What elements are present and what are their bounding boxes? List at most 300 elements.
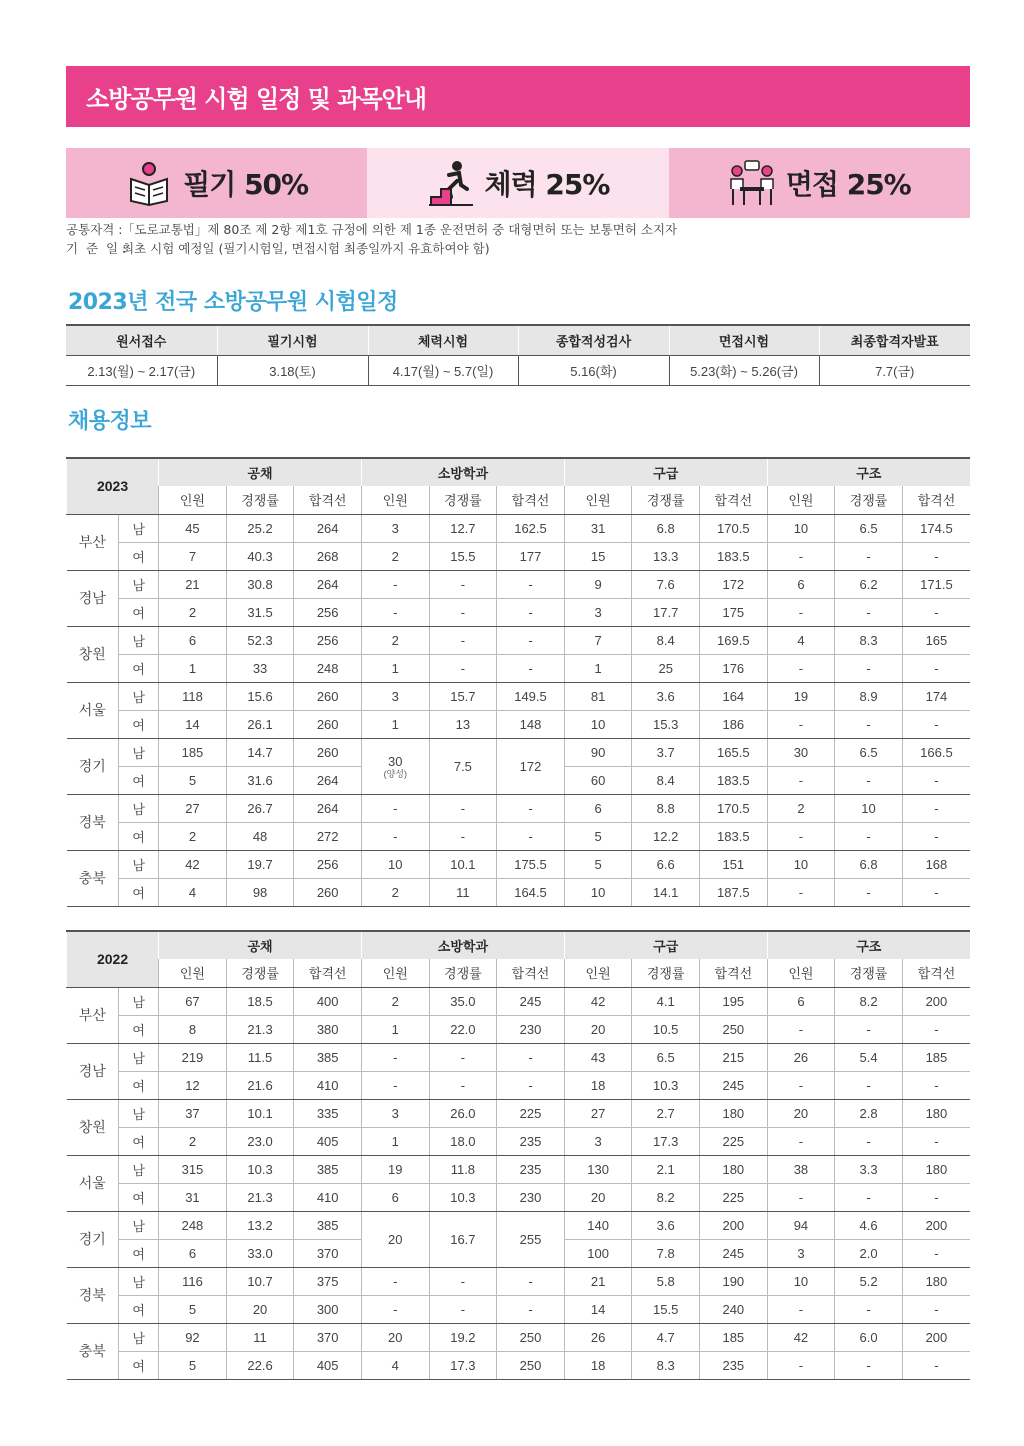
sex-cell: 남 — [119, 514, 159, 542]
data-cell: 90 — [564, 738, 632, 766]
recruit-table-2022 — [66, 930, 970, 1380]
data-cell: 116 — [159, 1267, 227, 1295]
region-cell: 충북 — [67, 850, 119, 906]
data-cell: - — [497, 598, 565, 626]
cell-value: 7.5 — [453, 758, 472, 774]
sub-header-row — [67, 486, 971, 514]
data-cell: 264 — [294, 766, 362, 794]
sub-header: 합격선 — [497, 959, 565, 987]
data-cell: 180 — [902, 1267, 970, 1295]
data-cell: 183.5 — [700, 822, 768, 850]
data-cell — [497, 1211, 565, 1267]
data-cell: 3 — [361, 1099, 429, 1127]
cell-value: 172 — [519, 758, 542, 774]
data-cell: 8 — [159, 1015, 227, 1043]
data-cell: 169.5 — [700, 626, 768, 654]
data-cell: - — [835, 1071, 903, 1099]
schedule-value: 4.17(월) ~ 5.7(일) — [368, 355, 518, 385]
cell-value: 20 — [388, 1231, 403, 1247]
data-cell: - — [429, 654, 497, 682]
data-cell: 185 — [902, 1043, 970, 1071]
data-cell: - — [497, 1295, 565, 1323]
data-cell: 98 — [226, 878, 294, 906]
data-cell: 4 — [159, 878, 227, 906]
data-cell: 245 — [497, 987, 565, 1015]
sub-header: 인원 — [361, 486, 429, 514]
data-cell: 6.8 — [835, 850, 903, 878]
data-cell: 26.7 — [226, 794, 294, 822]
table-row — [67, 654, 971, 682]
data-cell: 17.7 — [632, 598, 700, 626]
data-cell: 12.2 — [632, 822, 700, 850]
schedule-header: 최종합격자발표 — [819, 325, 970, 355]
data-cell: - — [902, 1239, 970, 1267]
table-row — [67, 1127, 971, 1155]
data-cell: - — [497, 654, 565, 682]
data-cell: 94 — [767, 1211, 835, 1239]
data-cell: 225 — [497, 1099, 565, 1127]
data-cell: 14.1 — [632, 878, 700, 906]
data-cell: 170.5 — [700, 794, 768, 822]
data-cell: 10 — [564, 878, 632, 906]
data-cell: 180 — [902, 1099, 970, 1127]
cell-note: (양성) — [383, 768, 407, 779]
data-cell: 10 — [361, 850, 429, 878]
data-cell: - — [767, 1183, 835, 1211]
table-row — [67, 1323, 971, 1351]
data-cell: 60 — [564, 766, 632, 794]
data-cell: - — [361, 822, 429, 850]
data-cell: 130 — [564, 1155, 632, 1183]
data-cell: 15.6 — [226, 682, 294, 710]
table-row — [67, 626, 971, 654]
table-row — [67, 1155, 971, 1183]
sub-header: 경쟁률 — [632, 486, 700, 514]
data-cell: 5.4 — [835, 1043, 903, 1071]
data-cell: - — [361, 570, 429, 598]
sex-cell: 여 — [119, 1351, 159, 1379]
data-cell: 1 — [361, 1015, 429, 1043]
table-row — [67, 682, 971, 710]
data-cell: 27 — [159, 794, 227, 822]
data-cell: 8.2 — [632, 1183, 700, 1211]
sub-header: 합격선 — [294, 486, 362, 514]
data-cell: - — [767, 542, 835, 570]
table-row — [67, 878, 971, 906]
data-cell: 30.8 — [226, 570, 294, 598]
sub-header: 합격선 — [700, 959, 768, 987]
data-cell: 170.5 — [700, 514, 768, 542]
sex-cell: 남 — [119, 1211, 159, 1239]
data-cell: 171.5 — [902, 570, 970, 598]
data-cell: 6.0 — [835, 1323, 903, 1351]
data-cell: - — [902, 766, 970, 794]
region-cell: 경북 — [67, 794, 119, 850]
data-cell: 4.6 — [835, 1211, 903, 1239]
data-cell: - — [767, 822, 835, 850]
data-cell: 6.5 — [835, 738, 903, 766]
data-cell: 315 — [159, 1155, 227, 1183]
table-row — [67, 514, 971, 542]
table-row — [67, 1043, 971, 1071]
data-cell: - — [361, 794, 429, 822]
data-cell: 272 — [294, 822, 362, 850]
cell-value: 30 — [388, 753, 403, 769]
table-row — [67, 987, 971, 1015]
sex-cell: 남 — [119, 987, 159, 1015]
sex-cell: 남 — [119, 682, 159, 710]
data-cell: - — [767, 1071, 835, 1099]
data-cell: - — [835, 1351, 903, 1379]
data-cell: 268 — [294, 542, 362, 570]
data-cell: - — [429, 570, 497, 598]
region-cell: 서울 — [67, 682, 119, 738]
region-cell: 창원 — [67, 626, 119, 682]
sex-cell: 남 — [119, 1323, 159, 1351]
note-row — [66, 220, 677, 239]
data-cell: - — [361, 1043, 429, 1071]
data-cell: 2 — [159, 598, 227, 626]
data-cell: 370 — [294, 1239, 362, 1267]
data-cell: - — [429, 1267, 497, 1295]
data-cell: - — [497, 1267, 565, 1295]
data-cell: 148 — [497, 710, 565, 738]
data-cell: 8.3 — [835, 626, 903, 654]
sex-cell: 여 — [119, 1127, 159, 1155]
data-cell: - — [835, 1295, 903, 1323]
sex-cell: 남 — [119, 1155, 159, 1183]
data-cell: 5 — [564, 822, 632, 850]
data-cell: 10.5 — [632, 1015, 700, 1043]
data-cell: 6 — [159, 626, 227, 654]
region-cell: 경기 — [67, 1211, 119, 1267]
sex-cell: 남 — [119, 850, 159, 878]
data-cell: 3 — [564, 1127, 632, 1155]
data-cell: 260 — [294, 738, 362, 766]
data-cell: - — [835, 878, 903, 906]
page-header — [66, 66, 970, 127]
data-cell: 23.0 — [226, 1127, 294, 1155]
year-cell: 2023 — [67, 458, 159, 514]
sub-header: 경쟁률 — [835, 486, 903, 514]
data-cell: 21.6 — [226, 1071, 294, 1099]
region-cell: 경남 — [67, 570, 119, 626]
table-row — [67, 1183, 971, 1211]
data-cell: 6.5 — [835, 514, 903, 542]
data-cell: - — [767, 1295, 835, 1323]
data-cell: - — [835, 654, 903, 682]
data-cell: 200 — [902, 1211, 970, 1239]
sub-header: 경쟁률 — [835, 959, 903, 987]
data-cell: - — [497, 1043, 565, 1071]
recruit-table-2023 — [66, 457, 970, 907]
schedule-header: 면접시험 — [669, 325, 819, 355]
qualification-notes — [66, 220, 677, 258]
data-cell: 410 — [294, 1183, 362, 1211]
sex-cell: 여 — [119, 766, 159, 794]
data-cell: 5 — [159, 1351, 227, 1379]
group-header: 소방학과 — [361, 458, 564, 486]
table-row — [67, 794, 971, 822]
data-cell: 20 — [564, 1183, 632, 1211]
data-cell: - — [497, 570, 565, 598]
data-cell: 260 — [294, 878, 362, 906]
data-cell: 1 — [361, 1127, 429, 1155]
data-cell: 2.8 — [835, 1099, 903, 1127]
data-cell: 248 — [159, 1211, 227, 1239]
data-cell: 12.7 — [429, 514, 497, 542]
data-cell: 19 — [361, 1155, 429, 1183]
data-cell: - — [767, 1127, 835, 1155]
sex-cell: 여 — [119, 654, 159, 682]
schedule-value: 5.16(화) — [518, 355, 669, 385]
table-row — [67, 1351, 971, 1379]
data-cell: 5 — [564, 850, 632, 878]
data-cell: 10 — [767, 850, 835, 878]
data-cell: 31.5 — [226, 598, 294, 626]
data-cell: 225 — [700, 1127, 768, 1155]
data-cell: 195 — [700, 987, 768, 1015]
data-cell: 26 — [564, 1323, 632, 1351]
data-cell: 20 — [767, 1099, 835, 1127]
sex-cell: 남 — [119, 626, 159, 654]
sex-cell: 여 — [119, 1071, 159, 1099]
data-cell: 10.1 — [226, 1099, 294, 1127]
data-cell — [361, 1211, 429, 1267]
data-cell: - — [497, 794, 565, 822]
data-cell: 1 — [564, 654, 632, 682]
data-cell: 248 — [294, 654, 362, 682]
note-label: 공통자격 : — [66, 222, 123, 237]
data-cell: - — [902, 1183, 970, 1211]
data-cell: 11 — [429, 878, 497, 906]
data-cell: 21.3 — [226, 1183, 294, 1211]
schedule-header-row — [66, 325, 970, 355]
data-cell: - — [497, 1071, 565, 1099]
data-cell: 187.5 — [700, 878, 768, 906]
group-header: 구급 — [564, 931, 767, 959]
stairs-climb-icon — [427, 159, 475, 207]
note-row — [66, 239, 677, 258]
data-cell: 245 — [700, 1239, 768, 1267]
data-cell: 10 — [835, 794, 903, 822]
sex-cell: 남 — [119, 570, 159, 598]
data-cell: - — [902, 1351, 970, 1379]
data-cell: 264 — [294, 570, 362, 598]
sub-header-row — [67, 959, 971, 987]
data-cell: 6 — [767, 987, 835, 1015]
data-cell: 10.1 — [429, 850, 497, 878]
data-cell: 3 — [564, 598, 632, 626]
exam-weights — [66, 148, 970, 218]
data-cell: 21 — [564, 1267, 632, 1295]
weight-physical-label: 체력 25% — [484, 168, 610, 201]
data-cell: 185 — [159, 738, 227, 766]
data-cell: 2.7 — [632, 1099, 700, 1127]
data-cell: - — [767, 1351, 835, 1379]
table-row — [67, 710, 971, 738]
schedule-value: 2.13(월) ~ 2.17(금) — [66, 355, 217, 385]
data-cell: 7.8 — [632, 1239, 700, 1267]
data-cell: - — [767, 766, 835, 794]
group-header: 공채 — [159, 458, 362, 486]
data-cell: 26.1 — [226, 710, 294, 738]
data-cell: 400 — [294, 987, 362, 1015]
data-cell: 175.5 — [497, 850, 565, 878]
data-cell: 118 — [159, 682, 227, 710]
data-cell: 6.2 — [835, 570, 903, 598]
schedule-value: 5.23(화) ~ 5.26(금) — [669, 355, 819, 385]
data-cell: 240 — [700, 1295, 768, 1323]
data-cell: 1 — [159, 654, 227, 682]
data-cell: 405 — [294, 1351, 362, 1379]
data-cell: 190 — [700, 1267, 768, 1295]
data-cell: 140 — [564, 1211, 632, 1239]
data-cell: 5 — [159, 1295, 227, 1323]
sex-cell: 남 — [119, 738, 159, 766]
sex-cell: 여 — [119, 1015, 159, 1043]
group-header-row — [67, 458, 971, 486]
data-cell: 260 — [294, 682, 362, 710]
data-cell: 164 — [700, 682, 768, 710]
data-cell: 245 — [700, 1071, 768, 1099]
data-cell: 18.0 — [429, 1127, 497, 1155]
data-cell: 385 — [294, 1211, 362, 1239]
data-cell: - — [429, 1071, 497, 1099]
data-cell: 7 — [159, 542, 227, 570]
data-cell: 52.3 — [226, 626, 294, 654]
table-row — [67, 850, 971, 878]
schedule-value: 3.18(토) — [217, 355, 368, 385]
table-row — [67, 598, 971, 626]
note-text: 최초 시험 예정일 (필기시험일, 면접시험 최종일까지 유효하여야 함) — [122, 241, 490, 256]
data-cell: 25.2 — [226, 514, 294, 542]
data-cell: - — [902, 710, 970, 738]
data-cell: 3.3 — [835, 1155, 903, 1183]
data-cell: 21 — [159, 570, 227, 598]
data-cell: 6 — [767, 570, 835, 598]
data-cell: 15.5 — [429, 542, 497, 570]
data-cell: 4 — [767, 626, 835, 654]
data-cell: 11.8 — [429, 1155, 497, 1183]
data-cell: - — [902, 654, 970, 682]
data-cell: - — [835, 598, 903, 626]
data-cell: 151 — [700, 850, 768, 878]
year-cell: 2022 — [67, 931, 159, 987]
data-cell: 1 — [361, 654, 429, 682]
sex-cell: 남 — [119, 1267, 159, 1295]
data-cell: - — [835, 542, 903, 570]
data-cell: - — [835, 710, 903, 738]
sub-header: 합격선 — [902, 486, 970, 514]
data-cell: 180 — [902, 1155, 970, 1183]
sex-cell: 여 — [119, 1183, 159, 1211]
table-row — [67, 1015, 971, 1043]
data-cell: 8.4 — [632, 766, 700, 794]
data-cell: 92 — [159, 1323, 227, 1351]
weight-physical — [367, 148, 668, 218]
data-cell: 20 — [226, 1295, 294, 1323]
data-cell: 8.2 — [835, 987, 903, 1015]
data-cell: 33 — [226, 654, 294, 682]
group-header: 구조 — [767, 931, 970, 959]
data-cell: 250 — [497, 1323, 565, 1351]
data-cell: - — [361, 1295, 429, 1323]
data-cell: 235 — [700, 1351, 768, 1379]
data-cell: 200 — [902, 987, 970, 1015]
sub-header: 합격선 — [294, 959, 362, 987]
data-cell: - — [902, 878, 970, 906]
group-header: 소방학과 — [361, 931, 564, 959]
table-row — [67, 1211, 971, 1239]
data-cell: 37 — [159, 1099, 227, 1127]
data-cell: 8.4 — [632, 626, 700, 654]
data-cell: - — [429, 822, 497, 850]
cell-value: 16.7 — [450, 1231, 476, 1247]
data-cell: 370 — [294, 1323, 362, 1351]
data-cell: 149.5 — [497, 682, 565, 710]
data-cell: 13.2 — [226, 1211, 294, 1239]
data-cell: 42 — [767, 1323, 835, 1351]
data-cell: - — [835, 1183, 903, 1211]
data-cell: 162.5 — [497, 514, 565, 542]
recruit-title: 채용정보 — [68, 409, 152, 434]
schedule-table — [66, 324, 970, 386]
data-cell: 335 — [294, 1099, 362, 1127]
sub-header: 인원 — [767, 486, 835, 514]
data-cell: 405 — [294, 1127, 362, 1155]
data-cell: 10.3 — [226, 1155, 294, 1183]
data-cell: 250 — [497, 1351, 565, 1379]
data-cell: 100 — [564, 1239, 632, 1267]
data-cell: - — [835, 766, 903, 794]
region-cell: 부산 — [67, 987, 119, 1043]
interview-icon — [728, 159, 776, 207]
book-reader-icon — [125, 159, 173, 207]
data-cell: 256 — [294, 850, 362, 878]
data-cell: 180 — [700, 1155, 768, 1183]
schedule-header: 종합적성검사 — [518, 325, 669, 355]
data-cell: - — [902, 794, 970, 822]
data-cell: 2 — [159, 1127, 227, 1155]
data-cell: 165.5 — [700, 738, 768, 766]
sex-cell: 남 — [119, 1043, 159, 1071]
data-cell: - — [767, 710, 835, 738]
data-cell: 18 — [564, 1351, 632, 1379]
data-cell: 5.2 — [835, 1267, 903, 1295]
sub-header: 인원 — [767, 959, 835, 987]
data-cell: 8.3 — [632, 1351, 700, 1379]
data-cell: 3 — [361, 514, 429, 542]
schedule-header: 원서접수 — [66, 325, 217, 355]
data-cell: - — [767, 878, 835, 906]
data-cell: - — [429, 1043, 497, 1071]
data-cell: 18 — [564, 1071, 632, 1099]
sub-header: 인원 — [564, 486, 632, 514]
data-cell: 4.7 — [632, 1323, 700, 1351]
data-cell: 20 — [564, 1015, 632, 1043]
sub-header: 경쟁률 — [429, 486, 497, 514]
data-cell: 185 — [700, 1323, 768, 1351]
data-cell: 20 — [361, 1323, 429, 1351]
data-cell: 3 — [361, 682, 429, 710]
data-cell: - — [767, 598, 835, 626]
note-text: 「도로교통법」제 80조 제 2항 제1호 규정에 의한 제 1종 운전면허 중 대형면허 또는 보통면허 소지자 — [122, 222, 678, 237]
data-cell: 230 — [497, 1183, 565, 1211]
data-cell: 3.7 — [632, 738, 700, 766]
data-cell: 6.6 — [632, 850, 700, 878]
data-cell: 38 — [767, 1155, 835, 1183]
